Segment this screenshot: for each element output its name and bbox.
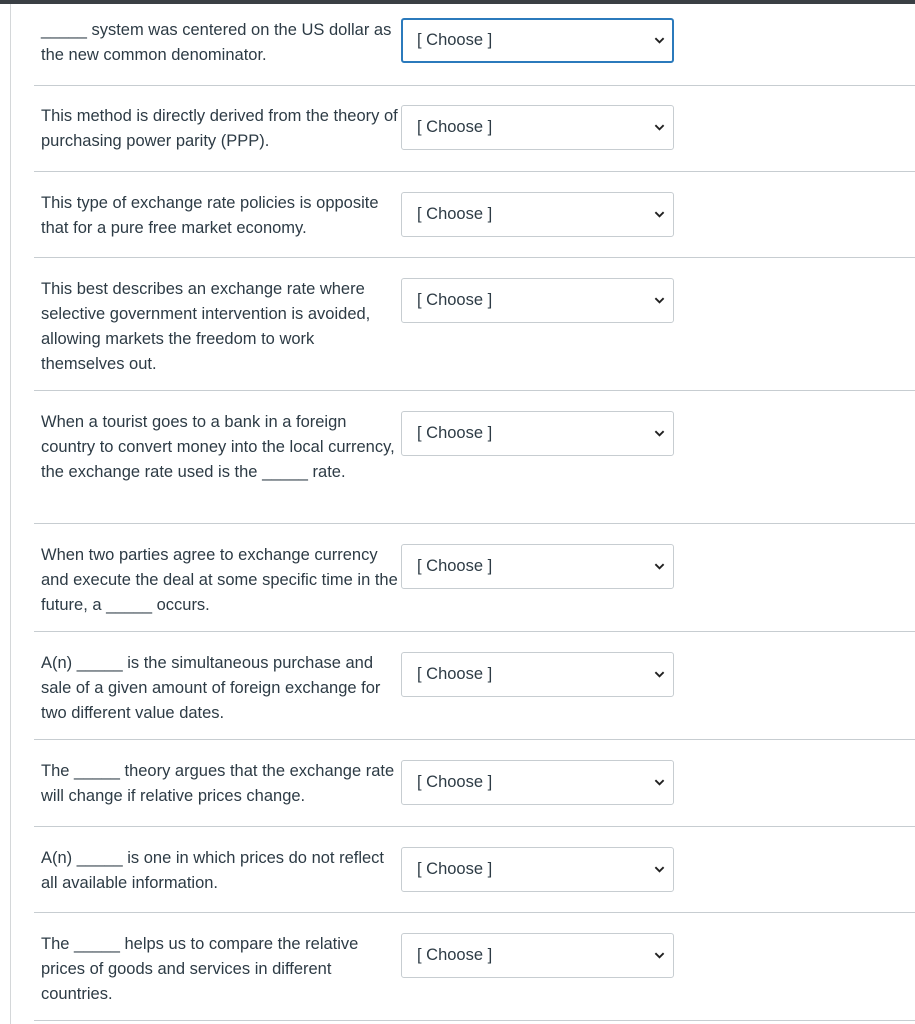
question-row-3 (34, 172, 915, 258)
question-row-7 (34, 632, 915, 740)
answer-select-value-9: [ Choose ] (417, 860, 493, 878)
answer-select-2[interactable] (401, 105, 674, 150)
chevron-down-icon (654, 428, 665, 439)
question-row-4 (34, 258, 915, 391)
answer-select-4[interactable] (401, 278, 674, 323)
answer-select-value-1: [ Choose ] (417, 31, 493, 49)
chevron-down-icon (654, 864, 665, 875)
answer-select-value-2: [ Choose ] (417, 118, 493, 136)
chevron-down-icon (654, 35, 665, 46)
question-text-3: This type of exchange rate policies is opposite that for a pure free market economy. (41, 194, 379, 237)
question-row-8 (34, 740, 915, 827)
left-border (10, 4, 11, 1024)
question-text-9: A(n) _____ is one in which prices do not reflect all available information. (41, 849, 385, 892)
question-row-2 (34, 85, 915, 172)
answer-select-1[interactable] (401, 18, 674, 63)
question-text-2: This method is directly derived from the theory of purchasing power parity (PPP). (41, 107, 398, 150)
answer-select-value-8: [ Choose ] (417, 773, 493, 791)
answer-select-value-5: [ Choose ] (417, 424, 493, 442)
question-text-10: The _____ helps us to compare the relative prices of goods and services in different countries. (41, 935, 359, 1003)
answer-select-value-4: [ Choose ] (417, 291, 493, 309)
question-row-9 (34, 827, 915, 913)
question-row-6 (34, 524, 915, 632)
chevron-down-icon (654, 777, 665, 788)
chevron-down-icon (654, 561, 665, 572)
question-text-6: When two parties agree to exchange currency and execute the deal at some specific time in the future, a _____ occurs. (41, 546, 398, 614)
question-text-8: The _____ theory argues that the exchange rate will change if relative prices change. (41, 762, 395, 805)
chevron-down-icon (654, 209, 665, 220)
chevron-down-icon (654, 950, 665, 961)
chevron-down-icon (654, 122, 665, 133)
answer-select-value-7: [ Choose ] (417, 665, 493, 683)
answer-select-3[interactable] (401, 192, 674, 237)
question-row-5 (34, 391, 915, 524)
answer-select-10[interactable] (401, 933, 674, 978)
chevron-down-icon (654, 295, 665, 306)
answer-select-value-3: [ Choose ] (417, 205, 493, 223)
question-row-10 (34, 913, 915, 1021)
answer-select-6[interactable] (401, 544, 674, 589)
question-text-7: A(n) _____ is the simultaneous purchase and sale of a given amount of foreign exchange for two different value dates. (41, 654, 381, 722)
question-text-5: When a tourist goes to a bank in a foreign country to convert money into the local currency, the exchange rate used is the _____ rate. (41, 413, 395, 481)
answer-select-9[interactable] (401, 847, 674, 892)
answer-select-7[interactable] (401, 652, 674, 697)
question-text-4: This best describes an exchange rate where selective government intervention is avoided, allowing markets the freedom to work themselves out. (41, 280, 371, 373)
answer-select-5[interactable] (401, 411, 674, 456)
answer-select-value-10: [ Choose ] (417, 946, 493, 964)
chevron-down-icon (654, 669, 665, 680)
answer-select-8[interactable] (401, 760, 674, 805)
question-text-1: _____ system was centered on the US dollar as the new common denominator. (41, 21, 392, 64)
question-row-1 (34, 4, 915, 86)
answer-select-value-6: [ Choose ] (417, 557, 493, 575)
